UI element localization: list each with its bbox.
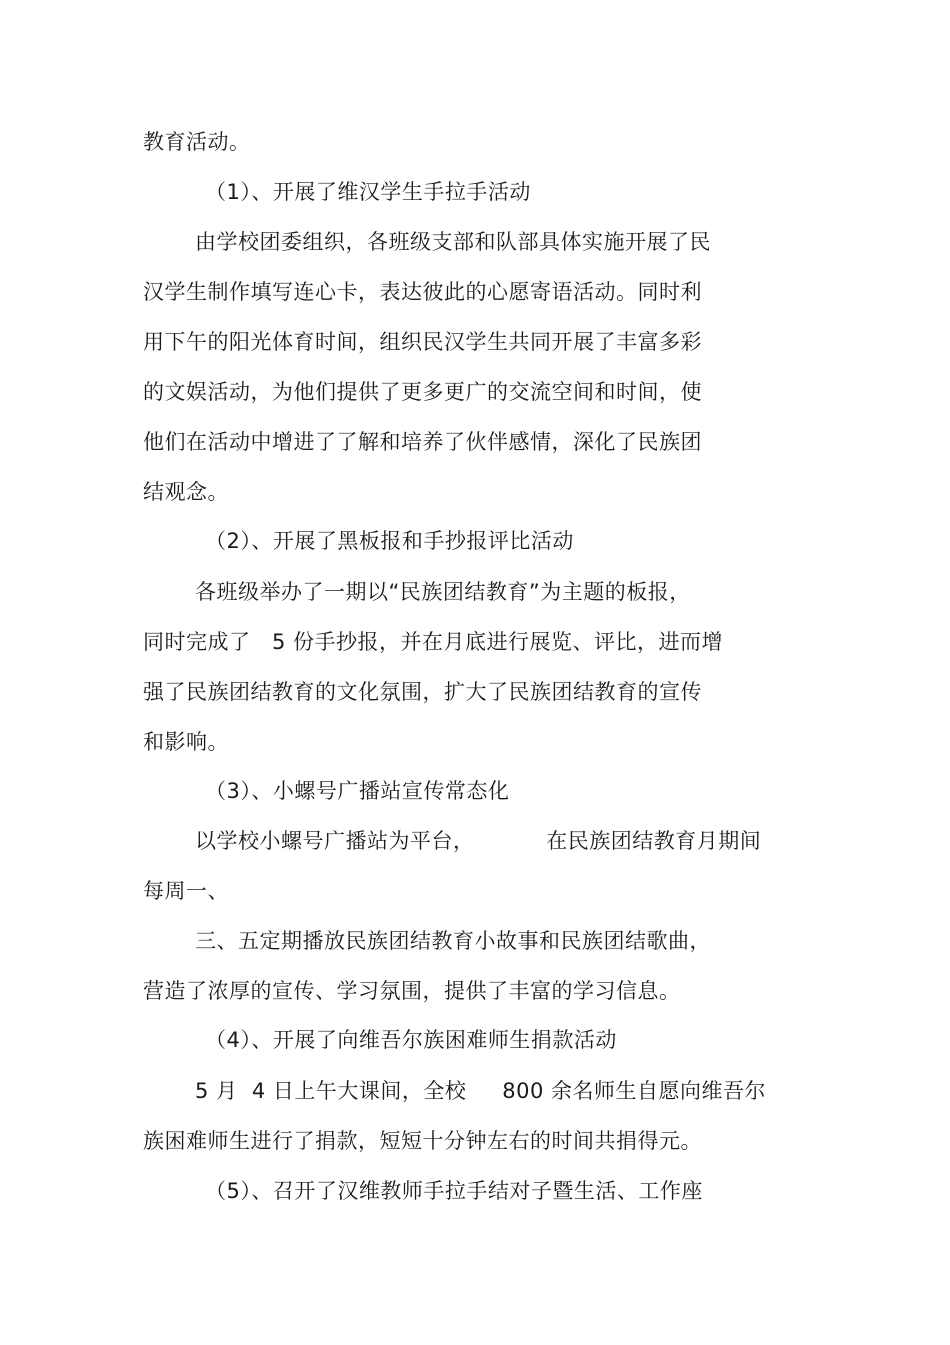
section-heading-1: （1）、开展了维汉学生手拉手活动 (205, 180, 531, 204)
text-line: 强了民族团结教育的文化氛围，扩大了民族团结教育的宣传 (143, 680, 702, 704)
text-line: 同时完成了 5 份手抄报，并在月底进行展览、评比，进而增 (143, 630, 724, 654)
text-line: 营造了浓厚的宣传、学习氛围，提供了丰富的学习信息。 (143, 979, 681, 1003)
text-line: 结观念。 (143, 480, 229, 504)
text-line: 以学校小螺号广播站为平台， 在民族团结教育月期间 (195, 829, 762, 853)
text-line: 用下午的阳光体育时间，组织民汉学生共同开展了丰富多彩 (143, 330, 702, 354)
text-line: 每周一、 (143, 879, 229, 903)
text-line: 各班级举办了一期以“民族团结教育”为主题的板报， (195, 580, 691, 604)
text-line: 教育活动。 (143, 130, 251, 154)
text-line: 他们在活动中增进了了解和培养了伙伴感情，深化了民族团 (143, 430, 702, 454)
section-heading-5: （5）、召开了汉维教师手拉手结对子暨生活、工作座 (205, 1179, 703, 1203)
text-line: 汉学生制作填写连心卡，表达彼此的心愿寄语活动。同时利 (143, 280, 702, 304)
section-heading-2: （2）、开展了黑板报和手抄报评比活动 (205, 529, 574, 553)
text-line: 三、五定期播放民族团结教育小故事和民族团结歌曲， (195, 929, 711, 953)
section-heading-3: （3）、小螺号广播站宣传常态化 (205, 779, 510, 803)
text-line: 和影响。 (143, 730, 229, 754)
text-line: 族困难师生进行了捐款，短短十分钟左右的时间共捐得元。 (143, 1129, 702, 1153)
section-heading-4: （4）、开展了向维吾尔族困难师生捐款活动 (205, 1028, 617, 1052)
text-line: 由学校团委组织，各班级支部和队部具体实施开展了民 (195, 230, 711, 254)
text-line: 的文娱活动，为他们提供了更多更广的交流空间和时间，使 (143, 380, 702, 404)
text-line: 5 月 4 日上午大课间，全校 800 余名师生自愿向维吾尔 (195, 1079, 767, 1103)
